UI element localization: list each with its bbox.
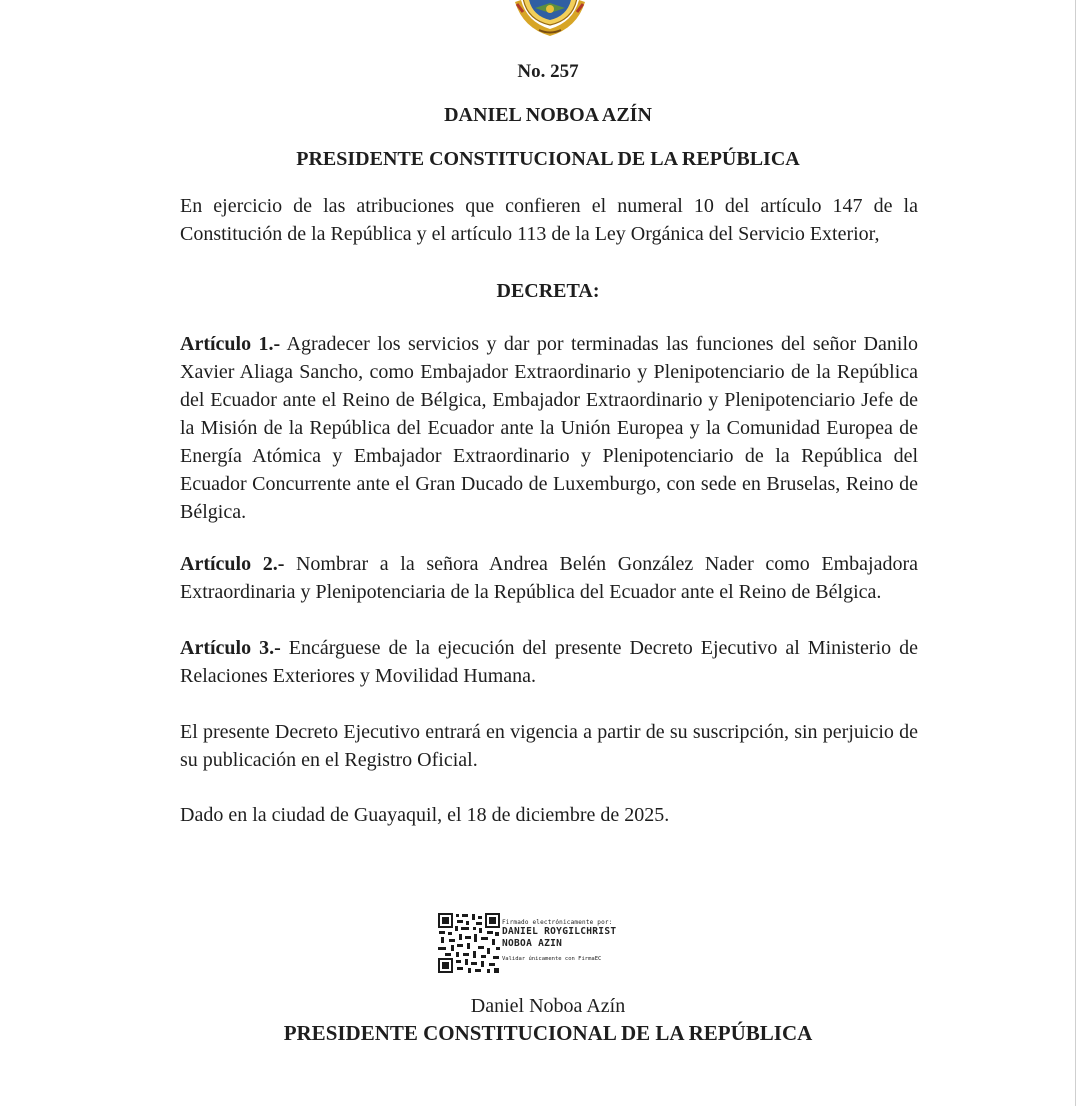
article-1-text: Agradecer los servicios y dar por terminadas las funciones del señor Danilo Xavier Aliaga Sancho, como Embajador Extraordinario y Plenipotenciario de la República del Ecuador ante el Reino de Bélgica, Embajador Extraordinario y Plenipotenciario Jefe de la Misión de la República del Ecuador ante la Unión Europea y la Comunidad Europea de Energía Atómica y Embajador Extraordinario y Plenipotenciario de la República del Ecuador Concurrente ante el Gran Ducado de Luxemburgo, con sede en Bruselas, Reino de Bélgica. xyxy=(180,333,918,523)
article-3 xyxy=(180,634,918,690)
article-2-label: Artículo 2.- xyxy=(180,553,285,575)
qr-code-icon xyxy=(437,912,501,974)
article-3-text: Encárguese de la ejecución del presente Decreto Ejecutivo al Ministerio de Relaciones Exteriores y Movilidad Humana. xyxy=(180,637,918,687)
electronic-signature-block xyxy=(502,919,616,962)
article-1 xyxy=(180,330,918,526)
ecuador-coat-of-arms-icon xyxy=(509,0,591,38)
signer-title: PRESIDENTE CONSTITUCIONAL DE LA REPÚBLICA xyxy=(283,1021,813,1045)
page-edge-divider xyxy=(1075,0,1076,1106)
signer-name: Daniel Noboa Azín xyxy=(470,995,626,1017)
president-title-heading: PRESIDENTE CONSTITUCIONAL DE LA REPÚBLICA xyxy=(296,148,800,170)
article-3-label: Artículo 3.- xyxy=(180,637,281,659)
decreta-heading: DECRETA: xyxy=(496,280,600,302)
esign-name-line-1: DANIEL ROYGILCHRIST xyxy=(502,926,617,937)
article-1-label: Artículo 1.- xyxy=(180,333,281,355)
esign-name-line-2: NOBOA AZIN xyxy=(502,938,563,949)
esign-footer: Validar únicamente con FirmaEC xyxy=(502,956,602,962)
intro-paragraph: En ejercicio de las atribuciones que confieren el numeral 10 del artículo 147 de la Constitución de la República y el artículo 113 de la Ley Orgánica del Servicio Exterior, xyxy=(180,195,918,245)
validity-paragraph: El presente Decreto Ejecutivo entrará en vigencia a partir de su suscripción, sin perjuicio de su publicación en el Registro Oficial. xyxy=(180,721,918,771)
president-name-heading: DANIEL NOBOA AZÍN xyxy=(444,104,652,126)
article-2 xyxy=(180,550,918,606)
given-paragraph: Dado en la ciudad de Guayaquil, el 18 de diciembre de 2025. xyxy=(180,804,670,826)
esign-header: Firmado electrónicamente por: xyxy=(502,919,613,926)
article-2-text: Nombrar a la señora Andrea Belén González Nader como Embajadora Extraordinaria y Plenipotenciaria de la República del Ecuador ante el Reino de Bélgica. xyxy=(180,553,918,603)
decree-number: No. 257 xyxy=(517,61,579,82)
